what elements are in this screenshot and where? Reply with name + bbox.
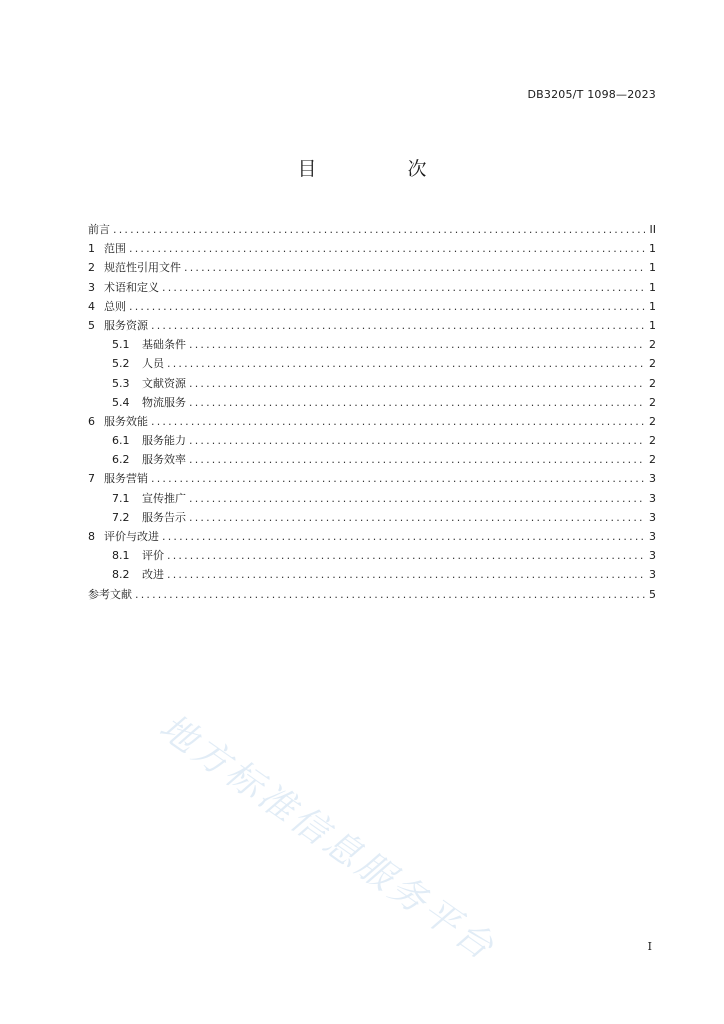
toc-entry-number: 8.1 bbox=[112, 549, 130, 563]
toc-leader-dots bbox=[189, 489, 645, 508]
toc-entry[interactable] bbox=[88, 508, 656, 527]
toc-entry-page: 1 bbox=[649, 261, 656, 275]
toc-entry-number: 6.1 bbox=[112, 434, 130, 448]
toc-entry[interactable] bbox=[88, 431, 656, 450]
toc-entry-number: 6 bbox=[88, 414, 95, 428]
toc-leader-dots bbox=[151, 316, 645, 335]
toc-entry[interactable] bbox=[88, 489, 656, 508]
toc-leader-dots bbox=[129, 239, 645, 258]
toc-entry-number: 8.2 bbox=[112, 568, 130, 582]
toc-entry-label: 改进 bbox=[142, 568, 164, 582]
toc-entry-label: 前言 bbox=[88, 223, 110, 236]
toc-entry-label: 服务效率 bbox=[142, 453, 186, 467]
toc-leader-dots bbox=[184, 258, 645, 277]
toc-leader-dots bbox=[162, 527, 645, 546]
toc-entry-number: 5.3 bbox=[112, 376, 130, 390]
toc-entry-label: 服务资源 bbox=[104, 318, 148, 332]
toc-entry-number: 5.2 bbox=[112, 357, 130, 371]
toc-entry-label: 服务效能 bbox=[104, 414, 148, 428]
toc-entry[interactable] bbox=[88, 450, 656, 469]
toc-entry-page: 2 bbox=[649, 357, 656, 371]
toc-entry[interactable] bbox=[88, 565, 656, 584]
toc-entry[interactable] bbox=[88, 239, 656, 258]
toc-entry-page: 3 bbox=[649, 568, 656, 582]
toc-entry-page: 2 bbox=[649, 434, 656, 448]
toc-entry-label: 人员 bbox=[142, 357, 164, 371]
toc-entry-label: 范围 bbox=[104, 242, 126, 256]
toc-entry[interactable] bbox=[88, 393, 656, 412]
toc-leader-dots bbox=[167, 565, 645, 584]
toc-entry-number: 7 bbox=[88, 472, 95, 486]
toc-entry[interactable] bbox=[88, 546, 656, 565]
toc-leader-dots bbox=[129, 297, 645, 316]
document-code: DB3205/T 1098—2023 bbox=[527, 88, 656, 101]
toc-leader-dots bbox=[189, 431, 645, 450]
toc-leader-dots bbox=[135, 585, 645, 604]
toc-entry-label: 服务营销 bbox=[104, 472, 148, 486]
toc-entry-label: 服务告示 bbox=[142, 510, 186, 524]
toc-leader-dots bbox=[167, 354, 645, 373]
toc-entry-page: 3 bbox=[649, 530, 656, 543]
toc-entry-page: 2 bbox=[649, 453, 656, 467]
toc-entry-page: 2 bbox=[649, 338, 656, 352]
toc-entry-number: 5.4 bbox=[112, 395, 130, 409]
toc-leader-dots bbox=[189, 393, 645, 412]
toc-leader-dots bbox=[113, 220, 645, 239]
toc-entry-page: 3 bbox=[649, 472, 656, 486]
toc-entry-label: 总则 bbox=[104, 299, 126, 313]
toc-entry[interactable] bbox=[88, 469, 656, 488]
toc-entry-label: 参考文献 bbox=[88, 587, 132, 601]
toc-leader-dots bbox=[162, 278, 645, 297]
toc-entry[interactable] bbox=[88, 297, 656, 316]
toc-leader-dots bbox=[189, 335, 645, 354]
toc-entry[interactable] bbox=[88, 585, 656, 604]
toc-entry-label: 物流服务 bbox=[142, 395, 186, 409]
toc-entry-label: 文献资源 bbox=[142, 376, 186, 390]
toc-entry-number: 7.1 bbox=[112, 491, 130, 505]
toc-entry-label: 规范性引用文件 bbox=[104, 261, 181, 275]
toc-entry-page: 5 bbox=[649, 587, 656, 601]
toc-entry-page: 3 bbox=[649, 510, 656, 524]
toc-entry-number: 6.2 bbox=[112, 453, 130, 467]
toc-entry-number: 7.2 bbox=[112, 510, 130, 524]
toc-entry-page: 2 bbox=[649, 395, 656, 409]
toc-leader-dots bbox=[167, 546, 645, 565]
toc-entry-label: 术语和定义 bbox=[104, 280, 159, 294]
toc-entry-page: 1 bbox=[649, 318, 656, 332]
toc-entry-page: II bbox=[649, 223, 656, 236]
watermark: 地方标准信息服务平台 bbox=[151, 706, 504, 970]
toc-entry-number: 8 bbox=[88, 530, 95, 543]
table-of-contents bbox=[88, 220, 656, 604]
toc-entry-label: 评价 bbox=[142, 549, 164, 563]
toc-entry[interactable] bbox=[88, 278, 656, 297]
toc-entry-page: 2 bbox=[649, 376, 656, 390]
page-title: 目 次 bbox=[297, 158, 463, 180]
toc-entry[interactable] bbox=[88, 374, 656, 393]
toc-entry[interactable] bbox=[88, 258, 656, 277]
toc-entry[interactable] bbox=[88, 412, 656, 431]
toc-entry-page: 1 bbox=[649, 299, 656, 313]
toc-entry[interactable] bbox=[88, 316, 656, 335]
toc-leader-dots bbox=[189, 374, 645, 393]
toc-entry-number: 3 bbox=[88, 280, 95, 294]
toc-entry[interactable] bbox=[88, 354, 656, 373]
toc-entry-number: 5 bbox=[88, 318, 95, 332]
toc-leader-dots bbox=[189, 450, 645, 469]
toc-entry-page: 2 bbox=[649, 414, 656, 428]
toc-entry[interactable] bbox=[88, 527, 656, 546]
toc-entry-page: 1 bbox=[649, 242, 656, 256]
toc-entry-page: 3 bbox=[649, 491, 656, 505]
toc-entry-label: 宣传推广 bbox=[142, 491, 186, 505]
toc-leader-dots bbox=[151, 412, 645, 431]
toc-leader-dots bbox=[189, 508, 645, 527]
page-number: I bbox=[647, 940, 652, 953]
toc-entry-label: 基础条件 bbox=[142, 338, 186, 352]
toc-entry-page: 3 bbox=[649, 549, 656, 563]
toc-entry[interactable] bbox=[88, 335, 656, 354]
toc-leader-dots bbox=[151, 469, 645, 488]
toc-entry-label: 服务能力 bbox=[142, 434, 186, 448]
toc-entry-number: 1 bbox=[88, 242, 95, 256]
toc-entry-number: 2 bbox=[88, 261, 95, 275]
toc-entry[interactable] bbox=[88, 220, 656, 239]
toc-entry-label: 评价与改进 bbox=[104, 530, 159, 543]
toc-entry-number: 4 bbox=[88, 299, 95, 313]
toc-entry-number: 5.1 bbox=[112, 338, 130, 352]
toc-entry-page: 1 bbox=[649, 280, 656, 294]
